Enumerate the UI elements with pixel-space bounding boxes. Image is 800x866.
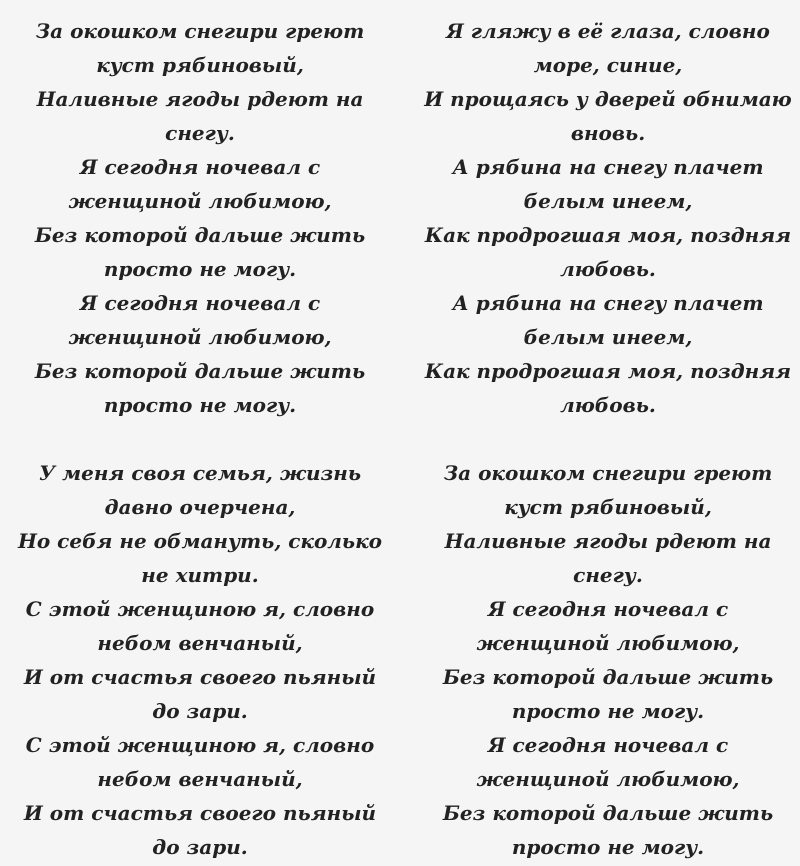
stanza-2 xyxy=(12,456,388,864)
lyric-line: И от счастья своего пьяный до зари. xyxy=(23,665,377,723)
lyric-line: Я гляжу в её глаза, словно море, синие, xyxy=(446,19,770,77)
lyric-line: За окошком снегири греют куст рябиновый, xyxy=(35,19,365,77)
lyric-line: Без которой дальше жить просто не могу. xyxy=(442,665,774,723)
lyric-line: А рябина на снегу плачет белым инеем, xyxy=(452,291,764,349)
lyric-line: Как продрогшая моя, поздняя любовь. xyxy=(424,223,792,281)
lyrics-column-right xyxy=(400,0,800,866)
lyric-line: За окошком снегири греют куст рябиновый, xyxy=(443,461,773,519)
lyric-line: Как продрогшая моя, поздняя любовь. xyxy=(424,359,792,417)
lyric-line: С этой женщиною я, словно небом венчаный, xyxy=(25,733,375,791)
lyric-line: Наливные ягоды рдеют на снегу. xyxy=(36,87,364,145)
stanza-3 xyxy=(420,14,796,422)
lyric-line: Без которой дальше жить просто не могу. xyxy=(34,359,366,417)
lyric-line: Я сегодня ночевал с женщиной любимою, xyxy=(68,155,332,213)
lyric-line: Я сегодня ночевал с женщиной любимою, xyxy=(476,597,740,655)
lyric-line: У меня своя семья, жизнь давно очерчена, xyxy=(38,461,362,519)
lyric-line: Я сегодня ночевал с женщиной любимою, xyxy=(476,733,740,791)
lyric-line: А рябина на снегу плачет белым инеем, xyxy=(452,155,764,213)
lyric-line: Наливные ягоды рдеют на снегу. xyxy=(444,529,772,587)
lyric-line: Без которой дальше жить просто не могу. xyxy=(34,223,366,281)
stanza-1 xyxy=(12,14,388,422)
lyric-line: С этой женщиною я, словно небом венчаный, xyxy=(25,597,375,655)
lyric-line: Я сегодня ночевал с женщиной любимою, xyxy=(68,291,332,349)
lyric-line: Но себя не обмануть, сколько не хитри. xyxy=(17,529,383,587)
lyric-line: Без которой дальше жить просто не могу. xyxy=(442,801,774,859)
lyric-line: И прощаясь у дверей обнимаю вновь. xyxy=(424,87,792,145)
lyric-line: И от счастья своего пьяный до зари. xyxy=(23,801,377,859)
stanza-4 xyxy=(420,456,796,864)
